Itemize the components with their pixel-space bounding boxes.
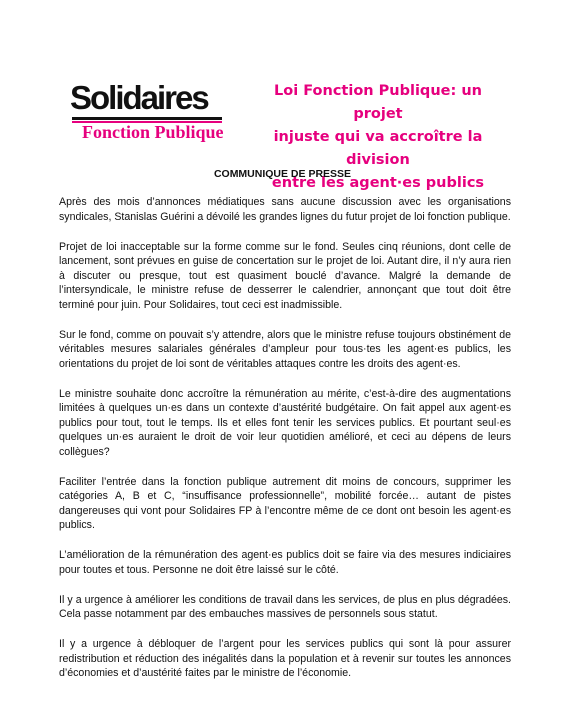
paragraph: Projet de loi inacceptable sur la forme comme sur le fond. Seules cinq réunions, dont celle de lancement, sont prévues en guise de concertation sur le projet de loi. Autant dire, il n’y aura rien à discuter ou presque, tout est quasiment bouclé d’avance. Malgré la demande de l’intersyndicale, le ministre refuse de desserrer le calendrier, annonçant que tout doit être terminé pour juin. Pour Solidaires, tout ceci est inadmissible. xyxy=(59,240,511,311)
headline-line: Loi Fonction Publique: un projet xyxy=(274,83,482,122)
logo-subtitle: Fonction Publique xyxy=(82,122,224,142)
paragraph: Faciliter l’entrée dans la fonction publique autrement dit moins de concours, supprimer les catégories A, B et C, “insuffisance professionnelle”, mobilité forcée… autant de pistes dangereuses qui vont pour Solidaires FP à l’encontre même de ce dont ont besoin les agent·es publics. xyxy=(59,475,511,531)
press-release-title: COMMUNIQUE DE PRESSE xyxy=(213,168,352,180)
paragraph: Il y a urgence à améliorer les conditions de travail dans les services, de plus en plus dégradées. Cela passe notamment par des embauches massives de personnels sous statut. xyxy=(59,593,511,620)
paragraph: L’amélioration de la rémunération des agent·es publics doit se faire via des mesures indiciaires pour toutes et tous. Personne ne doit être laissé sur le côté. xyxy=(59,549,511,576)
logo-underline xyxy=(72,117,222,120)
paragraph: Il y a urgence à débloquer de l’argent pour les services publics qui sont là pour assurer redistribution et réduction des inégalités dans la population et à revenir sur toutes les annonces d’économies et d’austérité faites par le ministre de l’économie. xyxy=(59,638,511,679)
body-text xyxy=(59,195,511,696)
headline-line: injuste qui va accroître la division xyxy=(273,129,483,168)
paragraph: Après des mois d’annonces médiatiques sans aucune discussion avec les organisations syndicales, Stanislas Guérini a dévoilé les grandes lignes du futur projet de loi fonction publique. xyxy=(59,196,511,223)
logo-wordmark: Solidaires xyxy=(70,79,208,116)
solidaires-logo xyxy=(68,80,228,142)
headline-line: entre les agent·es publics xyxy=(271,175,485,191)
paragraph: Sur le fond, comme on pouvait s’y attendre, alors que le ministre refuse toujours obstinément de véritables mesures salariales générales d’ampleur pour tous·tes les agent·es publics, les orientations du projet de loi sont de véritables attaques contre les droits des agent·es. xyxy=(59,328,511,370)
paragraph: Le ministre souhaite donc accroître la rémunération au mérite, c’est-à-dire des augmentations limitées à quelques un·es dans un contexte d’austérité budgétaire. On fait appel aux agent·es publics pour tout, tout le temps. Ils et elles font tenir les services publics. Et pourtant seul·es quelques un·es auraient le droit de voir leur quotidien amélioré, et ceci au dépens de leurs collègues? xyxy=(59,387,511,458)
